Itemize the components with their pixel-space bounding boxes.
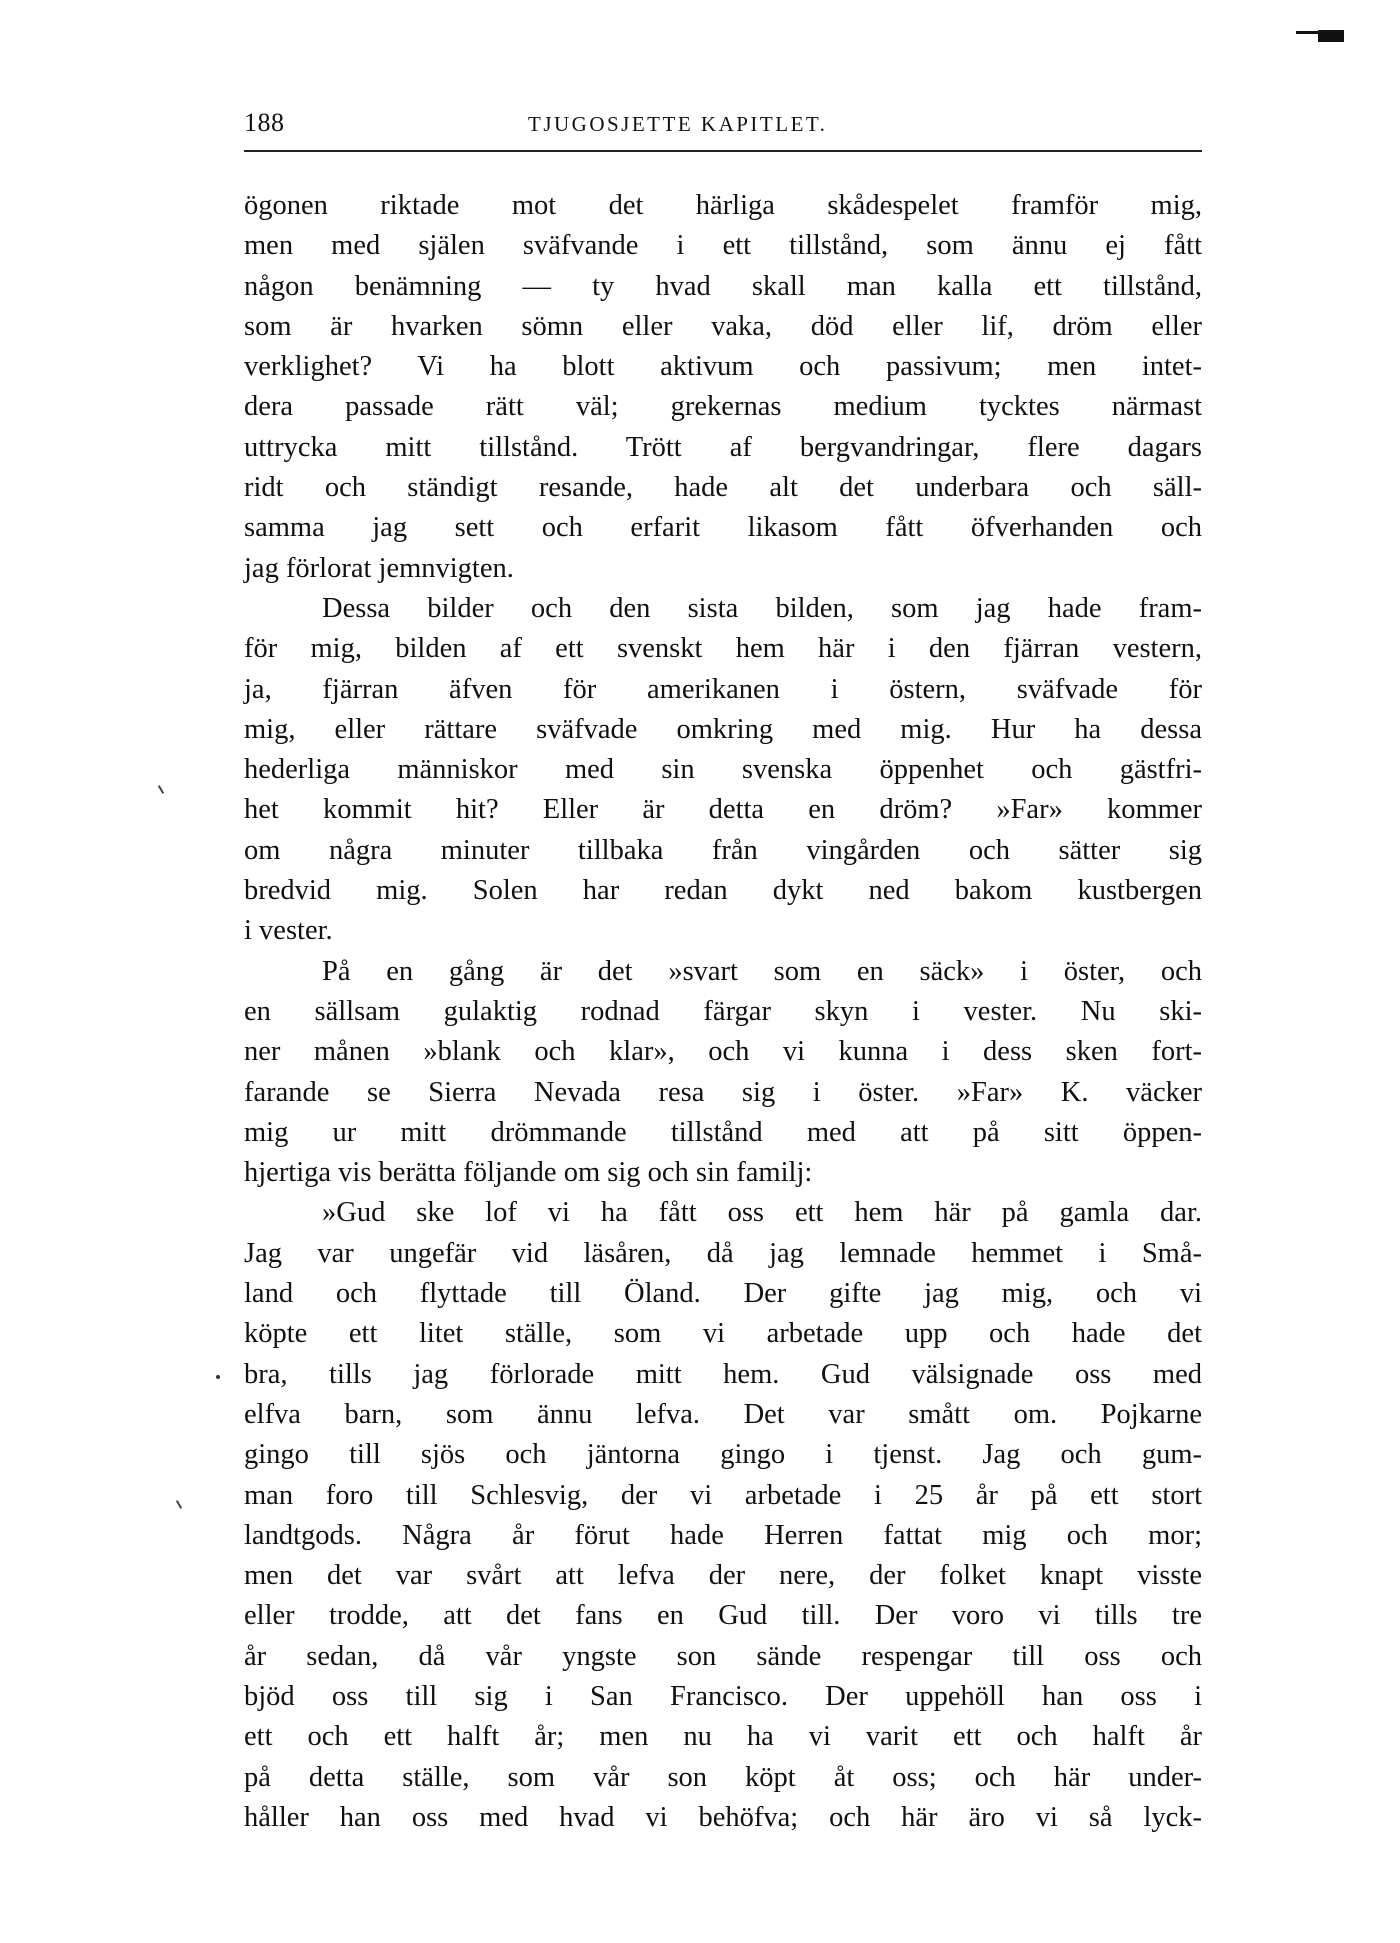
paragraph-start-line: Dessa bilder och den sista bilden, som jag hade fram- bbox=[322, 592, 1202, 624]
paper-mark bbox=[158, 785, 164, 794]
print-mark-dash bbox=[1296, 31, 1318, 34]
text-line: men det var svårt att lefva der nere, der folket knapt visste bbox=[244, 1560, 1202, 1592]
text-line: mig ur mitt drömmande tillstånd med att på sitt öppen- bbox=[244, 1116, 1202, 1148]
text-line: jag förlorat jemnvigten. bbox=[244, 552, 514, 584]
text-line: hjertiga vis berätta följande om sig och sin familj: bbox=[244, 1157, 813, 1189]
text-line: dera passade rätt väl; grekernas medium tycktes närmast bbox=[244, 391, 1202, 423]
text-line: för mig, bilden af ett svenskt hem här i den fjärran vestern, bbox=[244, 633, 1202, 665]
text-line: uttrycka mitt tillstånd. Trött af bergvandringar, flere dagars bbox=[244, 431, 1202, 463]
text-line: man foro till Schlesvig, der vi arbetade i 25 år på ett stort bbox=[244, 1479, 1202, 1511]
text-line: farande se Sierra Nevada resa sig i öster. »Far» K. väcker bbox=[244, 1076, 1202, 1108]
paragraph-start-line: »Gud ske lof vi ha fått oss ett hem här på gamla dar. bbox=[322, 1197, 1202, 1229]
text-line: het kommit hit? Eller är detta en dröm? »Far» kommer bbox=[244, 794, 1202, 826]
text-line: någon benämning — ty hvad skall man kalla ett tillstånd, bbox=[244, 270, 1202, 302]
text-line: bjöd oss till sig i San Francisco. Der uppehöll han oss i bbox=[244, 1680, 1202, 1712]
text-line: i vester. bbox=[244, 915, 333, 947]
header-rule bbox=[244, 150, 1202, 152]
text-line: elfva barn, som ännu lefva. Det var smått om. Pojkarne bbox=[244, 1398, 1202, 1430]
text-line: samma jag sett och erfarit likasom fått öfverhanden och bbox=[244, 512, 1202, 544]
text-line: om några minuter tillbaka från vingården och sätter sig bbox=[244, 834, 1202, 866]
text-line: gingo till sjös och jäntorna gingo i tjenst. Jag och gum- bbox=[244, 1439, 1202, 1471]
running-head: TJUGOSJETTE KAPITLET. bbox=[528, 112, 828, 136]
text-line: som är hvarken sömn eller vaka, död eller lif, dröm eller bbox=[244, 310, 1202, 342]
page-header bbox=[244, 108, 1202, 148]
text-body bbox=[244, 186, 1202, 1838]
text-line: ett och ett halft år; men nu ha vi varit ett och halft år bbox=[244, 1721, 1202, 1753]
text-line: en sällsam gulaktig rodnad färgar skyn i vester. Nu ski- bbox=[244, 995, 1202, 1027]
text-line: håller han oss med hvad vi behöfva; och här äro vi så lyck- bbox=[244, 1801, 1202, 1833]
paragraph-start-line: På en gång är det »svart som en säck» i öster, och bbox=[322, 955, 1202, 987]
text-line: bra, tills jag förlorade mitt hem. Gud välsignade oss med bbox=[244, 1358, 1202, 1390]
text-line: landtgods. Några år förut hade Herren fattat mig och mor; bbox=[244, 1519, 1202, 1551]
paper-mark bbox=[176, 1500, 182, 1509]
text-line: på detta ställe, som vår son köpt åt oss; och här under- bbox=[244, 1761, 1202, 1793]
text-line: eller trodde, att det fans en Gud till. Der voro vi tills tre bbox=[244, 1600, 1202, 1632]
text-line: ridt och ständigt resande, hade alt det underbara och säll- bbox=[244, 472, 1202, 504]
print-mark bbox=[1318, 30, 1344, 42]
text-line: Jag var ungefär vid läsåren, då jag lemnade hemmet i Små- bbox=[244, 1237, 1202, 1269]
text-line: men med själen sväfvande i ett tillstånd, som ännu ej fått bbox=[244, 230, 1202, 262]
paper-speck bbox=[216, 1375, 220, 1379]
page-number: 188 bbox=[244, 108, 285, 137]
text-line: land och flyttade till Öland. Der gifte jag mig, och vi bbox=[244, 1278, 1202, 1310]
text-line: år sedan, då vår yngste son sände respengar till oss och bbox=[244, 1640, 1202, 1672]
text-line: ögonen riktade mot det härliga skådespelet framför mig, bbox=[244, 190, 1202, 221]
text-line: ner månen »blank och klar», och vi kunna i dess sken fort- bbox=[244, 1036, 1202, 1068]
text-line: bredvid mig. Solen har redan dykt ned bakom kustbergen bbox=[244, 875, 1202, 907]
text-line: ja, fjärran äfven för amerikanen i östern, sväfvade för bbox=[244, 673, 1202, 705]
text-line: verklighet? Vi ha blott aktivum och passivum; men intet- bbox=[244, 351, 1202, 383]
text-line: köpte ett litet ställe, som vi arbetade upp och hade det bbox=[244, 1318, 1202, 1350]
text-line: hederliga människor med sin svenska öppenhet och gästfri- bbox=[244, 754, 1202, 786]
text-line: mig, eller rättare sväfvade omkring med mig. Hur ha dessa bbox=[244, 713, 1202, 745]
